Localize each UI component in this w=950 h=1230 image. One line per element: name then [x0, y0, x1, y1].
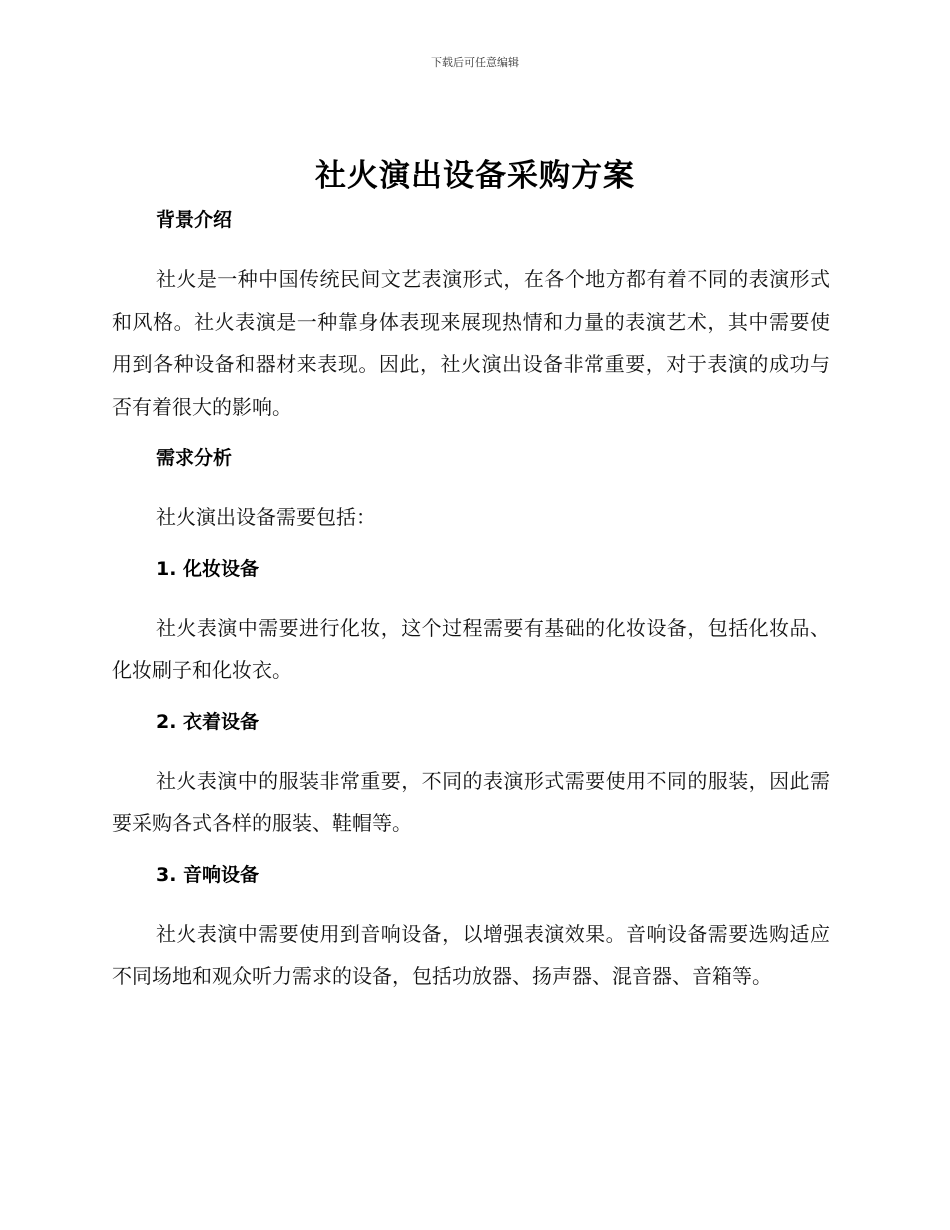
section-makeup	[112, 553, 830, 692]
paragraph-audio: 社火表演中需要使用到音响设备，以增强表演效果。音响设备需要选购适应不同场地和观众听力需求的设备，包括功放器、扬声器、混音器、音箱等。	[112, 921, 830, 988]
header-note: 下载后可任意编辑	[431, 56, 519, 69]
section-clothing	[112, 706, 830, 845]
section-heading-clothing: 2. 衣着设备	[156, 710, 260, 733]
section-heading-audio: 3. 音响设备	[156, 863, 260, 886]
section-heading-needs: 需求分析	[156, 447, 233, 469]
paragraph-background: 社火是一种中国传统民间文艺表演形式，在各个地方都有着不同的表演形式和风格。社火表演是一种靠身体表现来展现热情和力量的表演艺术，其中需要使用到各种设备和器材来表现。因此，社火演出设备非常重要，对于表演的成功与否有着很大的影响。	[112, 267, 830, 419]
paragraph-clothing: 社火表演中的服装非常重要，不同的表演形式需要使用不同的服装，因此需要采购各式各样的服装、鞋帽等。	[112, 768, 830, 835]
section-audio	[112, 859, 830, 998]
page-title: 社火演出设备采购方案	[315, 158, 635, 194]
paragraph-needs: 社火演出设备需要包括：	[156, 505, 376, 529]
section-heading-makeup: 1. 化妆设备	[156, 557, 260, 580]
document-body	[112, 204, 830, 998]
section-heading-background: 背景介绍	[156, 209, 233, 231]
section-needs	[112, 442, 830, 539]
paragraph-makeup: 社火表演中需要进行化妆，这个过程需要有基础的化妆设备，包括化妆品、化妆刷子和化妆衣。	[112, 615, 830, 682]
section-background	[112, 204, 830, 428]
